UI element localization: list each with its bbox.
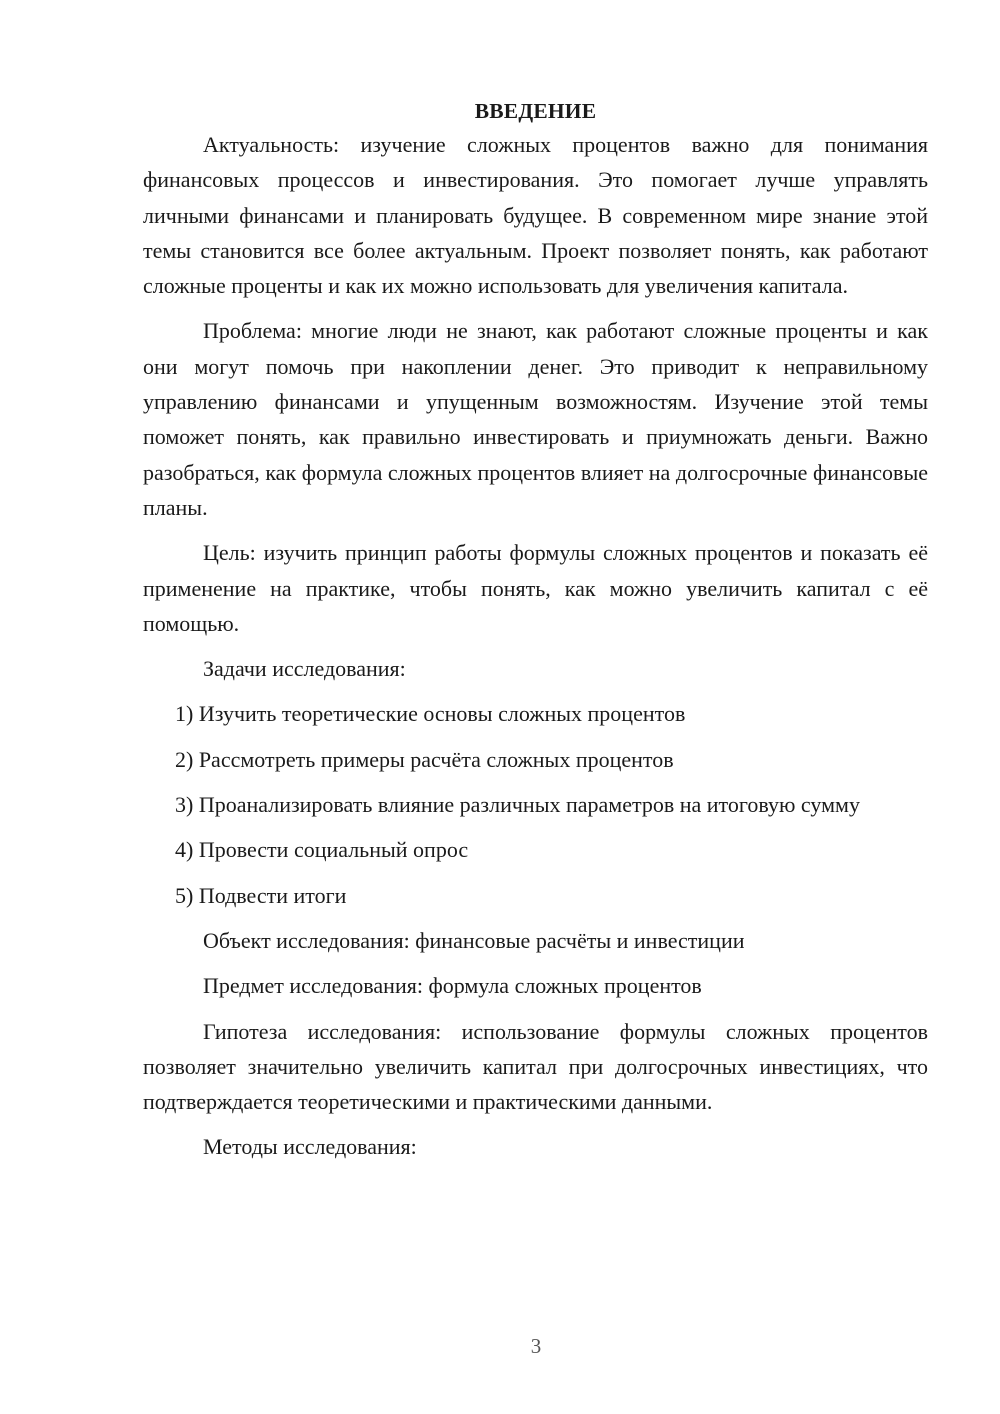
task-item: 2) Рассмотреть примеры расчёта сложных процентов bbox=[175, 746, 674, 772]
object-paragraph: Объект исследования: финансовые расчёты и инвестиции bbox=[203, 927, 745, 953]
task-item: 5) Подвести итоги bbox=[175, 882, 347, 908]
tasks-heading: Задачи исследования: bbox=[203, 656, 406, 682]
task-item: 1) Изучить теоретические основы сложных процентов bbox=[175, 701, 686, 727]
task-item: 3) Проанализировать влияние различных параметров на итоговую сумму bbox=[175, 792, 860, 818]
subject-paragraph: Предмет исследования: формула сложных процентов bbox=[203, 973, 702, 999]
section-title: ВВЕДЕНИЕ bbox=[474, 99, 597, 123]
methods-heading: Методы исследования: bbox=[203, 1134, 417, 1160]
page-content bbox=[143, 96, 928, 1175]
hypothesis-paragraph: Гипотеза исследования: использование формулы сложных процентов позволяет значительно увеличить капитал при долгосрочных инвестициях, что подтверждается теоретическими и практическими данными. bbox=[143, 1018, 928, 1115]
relevance-paragraph: Актуальность: изучение сложных процентов важно для понимания финансовых процессов и инвестирования. Это помогает лучше управлять личными финансами и планировать будущее. В современном мире знание этой темы становится все более актуальным. Проект позволяет понять, как работают сложные проценты и как их можно использовать для увеличения капитала. bbox=[143, 132, 928, 299]
problem-paragraph: Проблема: многие люди не знают, как работают сложные проценты и как они могут помочь при накоплении денег. Это приводит к неправильному управлению финансами и упущенным возможностям. Изучение этой темы поможет понять, как правильно инвестировать и приумножать деньги. Важно разобраться, как формула сложных процентов влияет на долгосрочные финансовые планы. bbox=[143, 318, 928, 520]
page-number: 3 bbox=[530, 1334, 542, 1358]
task-item: 4) Провести социальный опрос bbox=[175, 837, 469, 863]
goal-paragraph: Цель: изучить принцип работы формулы сложных процентов и показать её применение на практике, чтобы понять, как можно увеличить капитал с её помощью. bbox=[143, 540, 928, 636]
